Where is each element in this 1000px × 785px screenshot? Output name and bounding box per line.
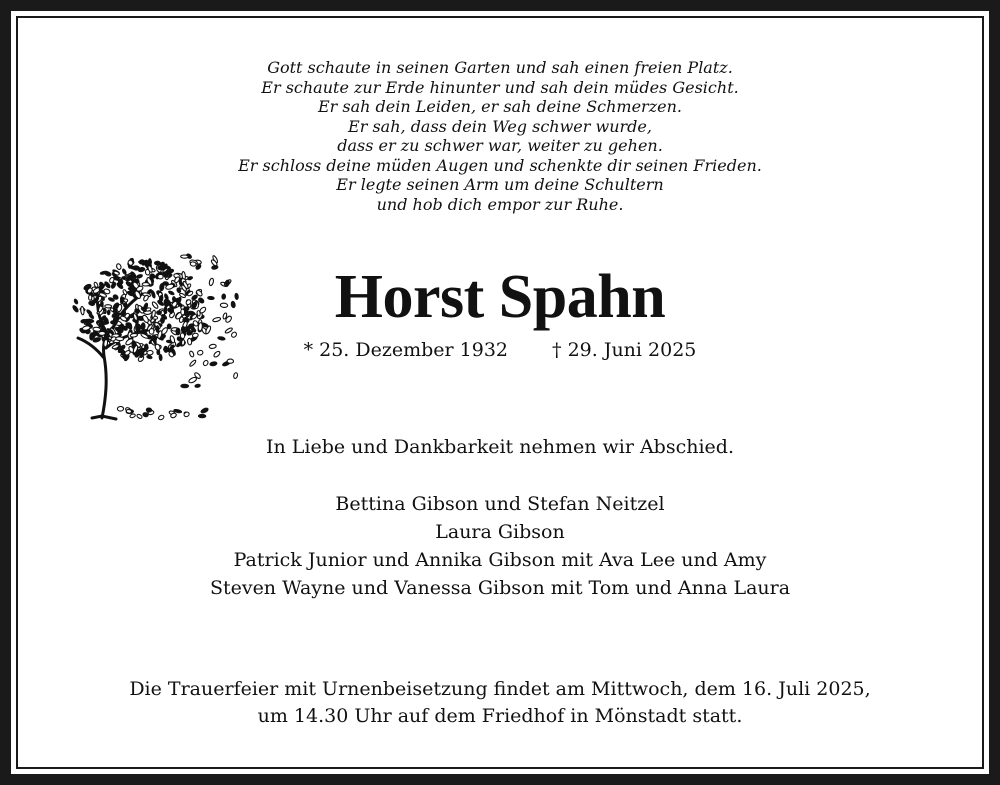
poem-line: Er sah dein Leiden, er sah deine Schmerzen. xyxy=(317,97,682,116)
poem-line: Er schloss deine müden Augen und schenkte dir seinen Frieden. xyxy=(238,155,762,175)
memorial-poem xyxy=(0,58,1000,214)
poem-line: Er schaute zur Erde hinunter und sah dein müdes Gesicht. xyxy=(261,77,739,97)
deceased-name: Horst Spahn xyxy=(334,263,666,331)
life-dates xyxy=(0,338,1000,362)
poem-line: Er sah, dass dein Weg schwer wurde, xyxy=(348,116,652,136)
farewell-message: In Liebe und Dankbarkeit nehmen wir Abschied. xyxy=(266,436,734,458)
funeral-service-info xyxy=(0,676,1000,730)
birth-date: * 25. Dezember 1932 xyxy=(303,339,509,361)
mourner-line: Steven Wayne und Vanessa Gibson mit Tom und Anna Laura xyxy=(209,577,791,599)
service-line: um 14.30 Uhr auf dem Friedhof in Mönstadt statt. xyxy=(257,705,743,727)
poem-line: Gott schaute in seinen Garten und sah einen freien Platz. xyxy=(267,58,733,77)
mourners-list xyxy=(0,490,1000,602)
death-date: † 29. Juni 2025 xyxy=(552,339,697,361)
poem-line: und hob dich empor zur Ruhe. xyxy=(376,194,624,214)
mourner-line: Laura Gibson xyxy=(435,521,565,543)
poem-line: Er legte seinen Arm um deine Schultern xyxy=(336,175,664,194)
poem-line: dass er zu schwer war, weiter zu gehen. xyxy=(337,136,663,155)
service-line: Die Trauerfeier mit Urnenbeisetzung findet am Mittwoch, dem 16. Juli 2025, xyxy=(129,678,871,700)
mourner-line: Bettina Gibson und Stefan Neitzel xyxy=(335,493,665,515)
mourner-line: Patrick Junior und Annika Gibson mit Ava Lee und Amy xyxy=(233,549,767,571)
